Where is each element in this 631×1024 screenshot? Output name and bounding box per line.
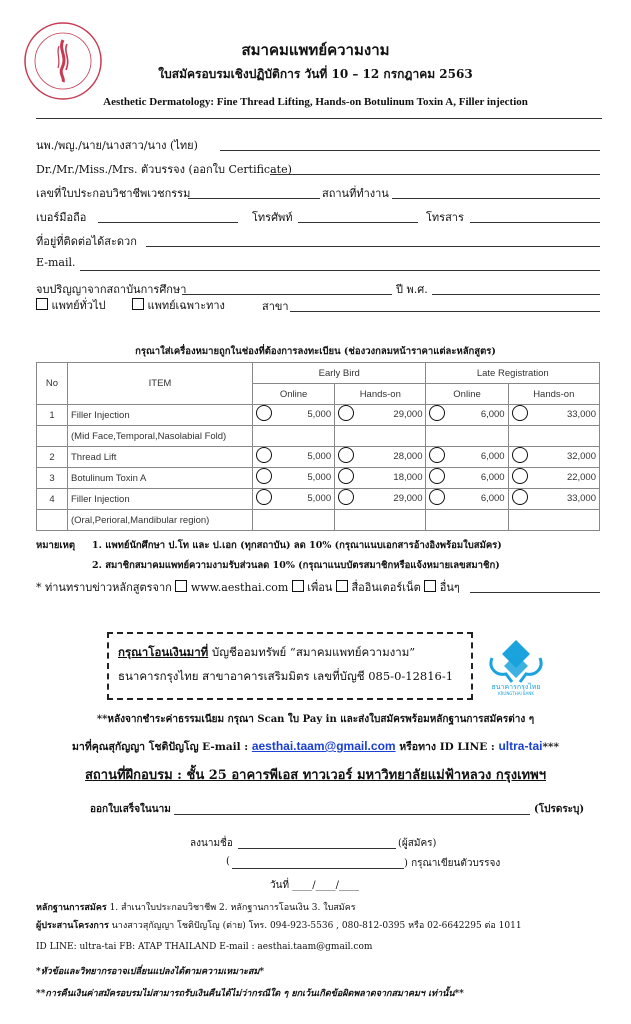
- email-label-contact: E-mail :: [202, 741, 249, 753]
- price-cell: [335, 468, 426, 489]
- workplace-label: สถานที่ทำงาน: [322, 187, 389, 200]
- price-value: 18,000: [393, 472, 423, 483]
- price-value: 5,000: [307, 472, 332, 483]
- table-row: [37, 405, 600, 426]
- row-item: Botulinum Toxin A: [68, 468, 253, 489]
- name-th-field[interactable]: [220, 150, 600, 151]
- specialist-option[interactable]: [132, 296, 225, 314]
- price-cell: [335, 447, 426, 468]
- mobile-label: เบอร์มือถือ: [36, 211, 87, 224]
- coordinator-text: นางสาวสุกัญญา โชติปัญโญ (ต่าย) โทร. 094-923-5536 , 080-812-0395 หรือ 02-6642295 ต่อ 1011: [111, 921, 522, 931]
- year-label: ปี พ.ศ.: [396, 283, 428, 296]
- price-cell: [508, 447, 599, 468]
- payment-line-1: [118, 644, 415, 662]
- payment-box: [107, 632, 473, 700]
- select-radio[interactable]: [512, 489, 528, 505]
- price-cell: [253, 405, 335, 426]
- stars: ***: [542, 741, 559, 753]
- workplace-field[interactable]: [392, 198, 600, 199]
- price-cell: [253, 489, 335, 510]
- branch-label: สาขา: [262, 300, 289, 313]
- source-other-field[interactable]: [470, 592, 600, 593]
- col-handson-late: Hands-on: [508, 384, 599, 405]
- name-en-label: Dr./Mr./Miss./Mrs. ตัวบรรจง (ออกใบ Certificate): [36, 163, 292, 176]
- row-item: Filler Injection: [68, 405, 253, 426]
- scan-note: **หลังจากชำระค่าธรรมเนียม กรุณา Scan ใบ Pay in และส่งใบสมัครพร้อมหลักฐานการสมัครต่าง ๆ: [96, 714, 535, 725]
- header-divider: [36, 118, 602, 119]
- sign-field[interactable]: [238, 848, 396, 849]
- sign-label: ลงนามชื่อ: [190, 838, 233, 849]
- source-other-label: อื่นๆ: [439, 581, 460, 594]
- notes-label: หมายเหตุ: [36, 540, 76, 551]
- table-row: [37, 447, 600, 468]
- contact-email-link[interactable]: aesthai.taam@gmail.com: [251, 739, 396, 753]
- graduated-label: จบปริญญาจากสถาบันการศึกษา: [36, 283, 187, 296]
- select-radio[interactable]: [429, 447, 445, 463]
- price-value: 33,000: [566, 409, 596, 420]
- date-field[interactable]: วันที่ ____/____/____: [270, 880, 359, 891]
- select-radio[interactable]: [512, 447, 528, 463]
- price-value: 5,000: [307, 451, 332, 462]
- row-item: (Mid Face,Temporal,Nasolabial Fold): [68, 426, 253, 447]
- open-paren: (: [226, 856, 230, 867]
- source-friend-label: เพื่อน: [307, 581, 333, 594]
- source-friend-checkbox[interactable]: [292, 580, 304, 592]
- price-cell: [426, 447, 508, 468]
- select-radio[interactable]: [338, 468, 354, 484]
- price-value: 29,000: [393, 493, 423, 504]
- page-title: สมาคมแพทย์ความงาม: [241, 41, 390, 59]
- line-fb-row: ID LINE: ultra-tai FB: ATAP THAILAND E-mail : aesthai.taam@gmail.com: [36, 942, 373, 952]
- select-radio[interactable]: [338, 489, 354, 505]
- email-label: E-mail.: [36, 256, 76, 269]
- price-cell: [426, 489, 508, 510]
- row-no: 3: [37, 468, 68, 489]
- row-no: 2: [37, 447, 68, 468]
- price-cell: [253, 426, 335, 447]
- table-row: [37, 468, 600, 489]
- name-en-field[interactable]: [270, 174, 600, 175]
- or-line: หรือทาง ID LINE :: [399, 741, 495, 753]
- select-radio[interactable]: [429, 405, 445, 421]
- price-value: 6,000: [480, 409, 505, 420]
- note-1: 1. แพทย์นักศึกษา ป.โท และ ป.เอก (ทุกสถาบัน) ลด 10% (กรุณาแนบเอกสารอ้างอิงพร้อมใบสมัคร): [92, 540, 502, 551]
- print-name-field[interactable]: [232, 868, 404, 869]
- registration-table: [36, 362, 600, 531]
- price-value: 22,000: [566, 472, 596, 483]
- contact-line: [0, 738, 631, 755]
- receipt-suffix: (โปรดระบุ): [534, 804, 585, 815]
- price-cell: [426, 426, 508, 447]
- row-no: [37, 426, 68, 447]
- price-cell: [508, 510, 599, 531]
- select-radio[interactable]: [256, 468, 272, 484]
- price-cell: [508, 468, 599, 489]
- price-cell: [508, 426, 599, 447]
- table-row: [37, 489, 600, 510]
- source-web-checkbox[interactable]: [175, 580, 187, 592]
- price-value: 29,000: [393, 409, 423, 420]
- select-radio[interactable]: [256, 489, 272, 505]
- note-2: 2. สมาชิกสมาคมแพทย์ความงามรับส่วนลด 10% (กรุณาแนบบัตรสมาชิกหรือแจ้งหมายเลขสมาชิก): [92, 560, 500, 571]
- license-field[interactable]: [188, 198, 320, 199]
- line-id: ultra-tai: [498, 739, 543, 753]
- col-late: Late Registration: [426, 363, 600, 384]
- col-early-bird: Early Bird: [253, 363, 426, 384]
- coordinator-label: ผู้ประสานโครงการ: [36, 921, 109, 931]
- price-value: 5,000: [307, 493, 332, 504]
- row-item: Filler Injection: [68, 489, 253, 510]
- graduated-field[interactable]: [182, 294, 392, 295]
- select-radio[interactable]: [429, 489, 445, 505]
- table-row: [37, 426, 600, 447]
- year-field[interactable]: [432, 294, 600, 295]
- select-radio[interactable]: [512, 468, 528, 484]
- name-th-label: นพ./พญ./นาย/นางสาว/นาง (ไทย): [36, 139, 198, 152]
- evidence-row: [36, 900, 356, 914]
- price-cell: [426, 405, 508, 426]
- col-online-late: Online: [426, 384, 508, 405]
- receipt-field[interactable]: [174, 814, 530, 815]
- bank-logo-en: KRUNGTHAI BANK: [497, 691, 535, 696]
- phone-field[interactable]: [298, 222, 418, 223]
- price-cell: [335, 510, 426, 531]
- source-other-checkbox[interactable]: [424, 580, 436, 592]
- account-name: บัญชีออมทรัพย์ “สมาคมแพทย์ความงาม”: [211, 645, 416, 659]
- price-value: 6,000: [480, 451, 505, 462]
- price-cell: [335, 489, 426, 510]
- price-cell: [426, 468, 508, 489]
- license-label: เลขที่ใบประกอบวิชาชีพเวชกรรม: [36, 187, 191, 200]
- price-cell: [335, 405, 426, 426]
- branch-field[interactable]: [290, 311, 600, 312]
- price-value: 5,000: [307, 409, 332, 420]
- venue: สถานที่ฝึกอบรม : ชั้น 25 อาคารพีเอส ทาวเวอร์ มหาวิทยาลัยแม่ฟ้าหลวง กรุงเทพฯ: [84, 768, 546, 783]
- phone-label: โทรศัพท์: [252, 211, 293, 224]
- row-item: (Oral,Perioral,Mandibular region): [68, 510, 253, 531]
- price-value: 32,000: [566, 451, 596, 462]
- price-cell: [335, 426, 426, 447]
- price-cell: [253, 447, 335, 468]
- general-option[interactable]: [36, 296, 105, 314]
- source-label: * ท่านทราบข่าวหลักสูตรจาก: [36, 581, 172, 594]
- source-internet-checkbox[interactable]: [336, 580, 348, 592]
- price-cell: [253, 468, 335, 489]
- table-instruction: กรุณาใส่เครื่องหมายถูกในช่องที่ต้องการลงทะเบียน (ช่องวงกลมหน้าราคาแต่ละหลักสูตร): [135, 346, 496, 357]
- disclaimer-1: *หัวข้อและวิทยากรอาจเปลี่ยนแปลงได้ตามความเหมาะสม*: [36, 967, 265, 977]
- select-radio[interactable]: [429, 468, 445, 484]
- page-subtitle: ใบสมัครอบรมเชิงปฏิบัติการ วันที่ 10 – 12 กรกฎาคม 2563: [158, 67, 473, 81]
- source-internet-label: สื่ออินเตอร์เน็ต: [351, 581, 421, 594]
- contact-to: มาที่คุณสุกัญญา โชติปัญโญ: [72, 741, 199, 753]
- address-field[interactable]: [146, 246, 600, 247]
- bank-logo-icon: [484, 636, 548, 696]
- price-cell: [253, 510, 335, 531]
- evidence-text: 1. สำเนาใบประกอบวิชาชีพ 2. หลักฐานการโอนเงิน 3. ใบสมัคร: [109, 903, 356, 913]
- receipt-label: ออกใบเสร็จในนาม: [90, 804, 171, 815]
- general-label: แพทย์ทั่วไป: [51, 299, 106, 312]
- table-row: [37, 510, 600, 531]
- specialist-label: แพทย์เฉพาะทาง: [147, 299, 225, 312]
- row-no: 4: [37, 489, 68, 510]
- source-row: [36, 578, 460, 596]
- select-radio[interactable]: [256, 447, 272, 463]
- price-cell: [426, 510, 508, 531]
- source-web-label: www.aesthai.com: [190, 581, 289, 594]
- col-handson-early: Hands-on: [335, 384, 426, 405]
- select-radio[interactable]: [256, 405, 272, 421]
- col-online-early: Online: [253, 384, 335, 405]
- specialist-checkbox[interactable]: [132, 298, 144, 310]
- row-no: 1: [37, 405, 68, 426]
- payment-label: กรุณาโอนเงินมาที่: [118, 645, 209, 659]
- disclaimer-2: **การคืนเงินค่าสมัครอบรมไม่สามารถรับเงินคืนได้ไม่ว่ากรณีใด ๆ ยกเว้นเกิดข้อผิดพลาดจากสมาคมฯ เท่านั้น**: [36, 989, 464, 999]
- general-checkbox[interactable]: [36, 298, 48, 310]
- bank-logo-text: ธนาคารกรุงไทย: [491, 683, 541, 691]
- select-radio[interactable]: [338, 447, 354, 463]
- col-no: No: [37, 363, 68, 405]
- select-radio[interactable]: [512, 405, 528, 421]
- print-name-note: ) กรุณาเขียนตัวบรรจง: [404, 858, 501, 869]
- applicant-label: (ผู้สมัคร): [398, 838, 437, 849]
- evidence-label: หลักฐานการสมัคร: [36, 903, 107, 913]
- course-title: Aesthetic Dermatology: Fine Thread Lifting, Hands-on Botulinum Toxin A, Filler injection: [103, 96, 528, 108]
- col-item: ITEM: [68, 363, 253, 405]
- price-cell: [508, 489, 599, 510]
- price-cell: [508, 405, 599, 426]
- fax-label: โทรสาร: [426, 211, 464, 224]
- fax-field[interactable]: [470, 222, 600, 223]
- address-label: ที่อยู่ที่ติดต่อได้สะดวก: [36, 235, 137, 248]
- mobile-field[interactable]: [98, 222, 238, 223]
- bank-account: ธนาคารกรุงไทย สาขาอาคารเสริมมิตร เลขที่บัญชี 085-0-12816-1: [118, 669, 454, 683]
- coordinator-row: [36, 918, 522, 932]
- price-value: 6,000: [480, 493, 505, 504]
- price-value: 33,000: [566, 493, 596, 504]
- row-no: [37, 510, 68, 531]
- select-radio[interactable]: [338, 405, 354, 421]
- email-field[interactable]: [80, 270, 600, 271]
- price-value: 28,000: [393, 451, 423, 462]
- row-item: Thread Lift: [68, 447, 253, 468]
- price-value: 6,000: [480, 472, 505, 483]
